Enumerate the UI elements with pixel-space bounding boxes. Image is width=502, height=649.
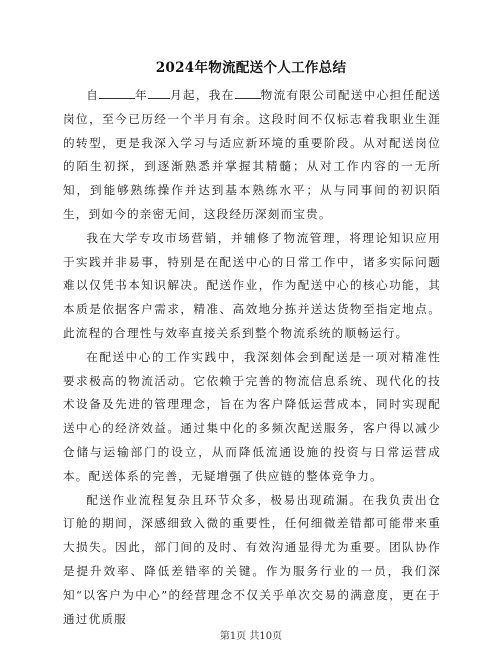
document-body [63,84,441,631]
document-title: 2024年物流配送个人工作总结 [155,60,347,76]
intro-text-3: 月起，我在 [170,88,235,102]
fill-blank-company [235,84,261,99]
paragraph-4: 配送作业流程复杂且环节众多，极易出现疏漏。在我负责出仓订舱的期间，深感细致入微的重要性，任何细微差错都可能带来重大损失。因此，部门间的及时、有效沟通显得尤为重要。团队协作是提升效率、降低差错率的关键。作为服务行业的一员，我们深知“以客户为中心”的经营理念不仅关乎单次交易的满意度，更在于通过优质服 [63,492,441,626]
paragraph-2: 我在大学专攻市场营销，并辅修了物流管理，将理论知识应用于实践并非易事，特别是在配送中心的日常工作中，诸多实际问题难以仅凭书本知识解决。配送作业，作为配送中心的核心功能，其本质是依据客户需求，精准、高效地分拣并送达货物至指定地点。此流程的合理性与效率直接关系到整个物流系统的顺畅运行。 [63,230,441,340]
fill-blank-month [148,84,170,99]
paragraph-intro [63,84,441,227]
fill-blank-year [99,84,135,99]
page-footer: 第1页 共10页 [219,631,283,642]
intro-text-2: 年 [135,88,149,102]
intro-text-1: 自 [86,88,100,102]
intro-text-4: 物流有限公司配送中心担任配送岗位，至今已历经一个半月有余。这段时间不仅标志着我职业生涯的转型，更是我深入学习与适应新环境的重要阶段。从对配送岗位的陌生初探，到逐渐熟悉并掌握其精髓；从对工作内容的一无所知，到能够熟练操作并达到基本熟练水平；从与同事间的初识陌生，到如今的亲密无间，这段经历深刻而宝贵。 [63,88,441,221]
paragraph-3: 在配送中心的工作实践中，我深刻体会到配送是一项对精准性要求极高的物流活动。它依赖于完善的物流信息系统、现代化的技术设备及先进的管理理念，旨在为客户降低运营成本，同时实现配送中心的经济效益。通过集中化的多频次配送服务，客户得以减少仓储与运输部门的设立，从而降低流通设施的投资与日常运营成本。配送体系的完善，无疑增强了供应链的整体竞争力。 [63,349,441,483]
